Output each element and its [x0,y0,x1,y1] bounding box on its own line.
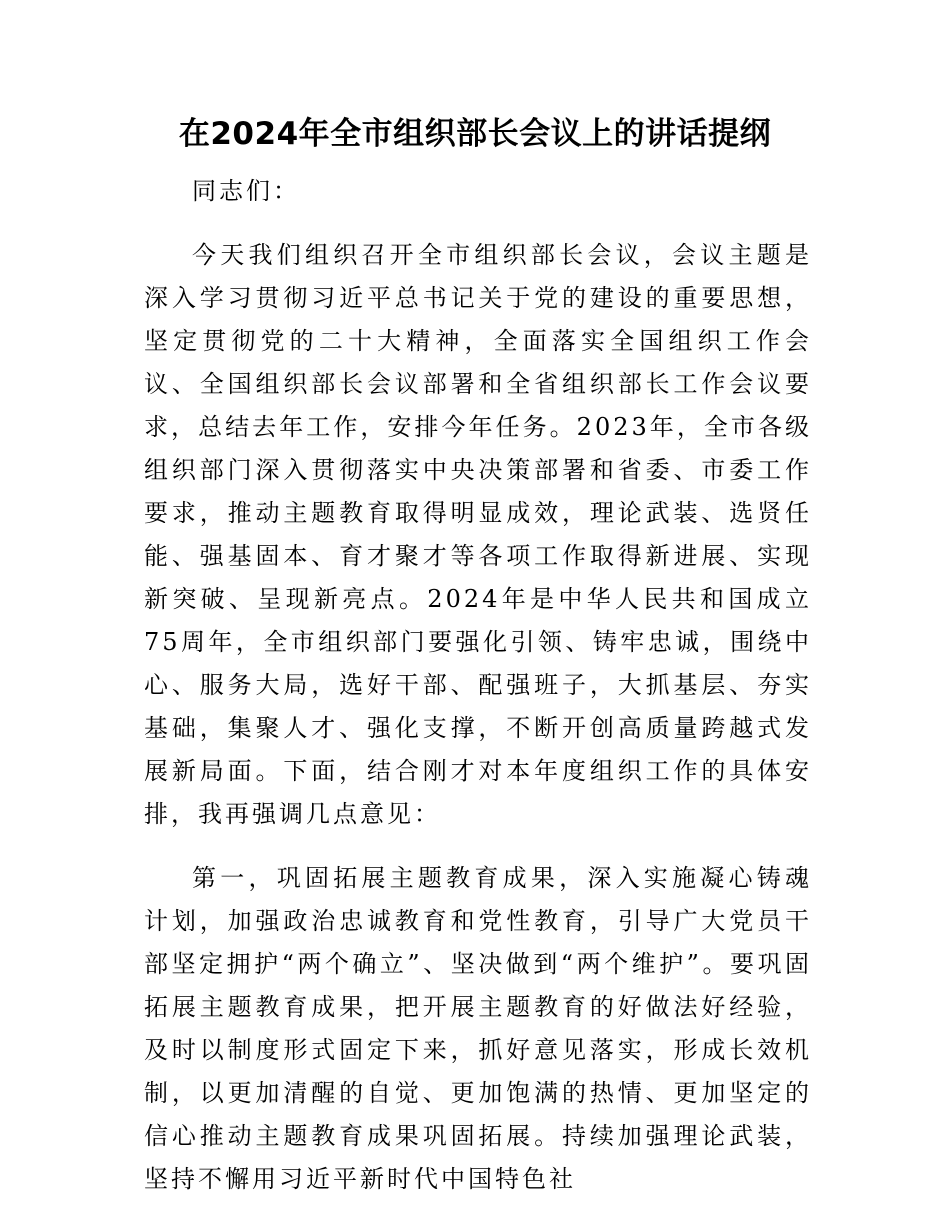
document-title: 在2024年全市组织部长会议上的讲话提纲 [178,116,772,152]
document-body [144,170,812,1222]
salutation: 同志们： [192,177,300,205]
paragraph-opening: 今天我们组织召开全市组织部长会议，会议主题是深入学习贯彻习近平总书记关于党的建设的重要思想，坚定贯彻党的二十大精神，全面落实全国组织工作会议、全国组织部长会议部署和全省组织部长工作会议要求，总结去年工作，安排今年任务。2023年，全市各级组织部门深入贯彻落实中央决策部署和省委、市委工作要求，推动主题教育取得明显成效，理论武装、选贤任能、强基固本、育才聚才等各项工作取得新进展、实现新突破、呈现新亮点。2024年是中华人民共和国成立75周年，全市组织部门要强化引领、铸牢忠诚，围绕中心、服务大局，选好干部、配强班子，大抓基层、夯实基础，集聚人才、强化支撑，不断开创高质量跨越式发展新局面。下面，结合刚才对本年度组织工作的具体安排，我再强调几点意见： [144,241,812,828]
paragraph-first-point: 第一，巩固拓展主题教育成果，深入实施凝心铸魂计划，加强政治忠诚教育和党性教育，引导广大党员干部坚定拥护“两个确立”、坚决做到“两个维护”。要巩固拓展主题教育成果，把开展主题教育的好做法好经验，及时以制度形式固定下来，抓好意见落实，形成长效机制，以更加清醒的自觉、更加饱满的热情、更加坚定的信心推动主题教育成果巩固拓展。持续加强理论武装，坚持不懈用习近平新时代中国特色社 [144,864,812,1193]
